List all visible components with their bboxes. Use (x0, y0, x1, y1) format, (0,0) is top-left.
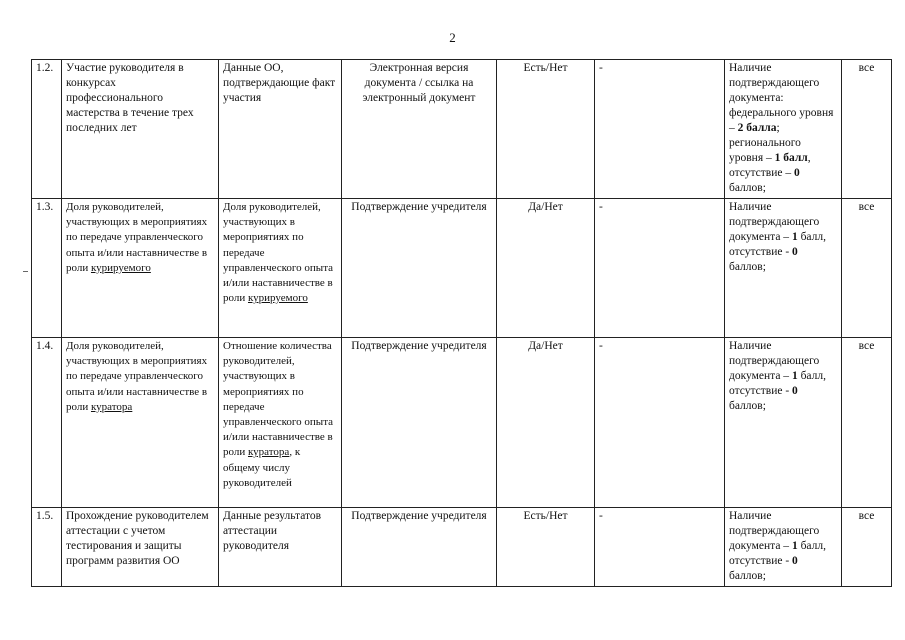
applies-cell: все (842, 508, 892, 587)
scoring-cell (725, 199, 842, 338)
scoring-text: , отсутствие – (729, 152, 811, 179)
source-cell (219, 338, 342, 508)
row-number: 1.2. (32, 60, 62, 199)
scoring-text: баллов; (729, 182, 766, 194)
dash-cell: - (595, 338, 725, 508)
form-cell: Электронная версия документа / ссылка на электронный документ (342, 60, 497, 199)
source-cell: Данные результатов аттестации руководителя (219, 508, 342, 587)
indicator-cell: Участие руководителя в конкурсах профессионального мастерства в течение трех последних лет (62, 60, 219, 199)
dash-cell: - (595, 199, 725, 338)
scoring-text: балл, отсутствие - (729, 370, 826, 397)
applies-cell: все (842, 338, 892, 508)
table-row (32, 199, 892, 338)
value-cell: Да/Нет (497, 199, 595, 338)
scoring-points: 1 (791, 370, 798, 382)
indicator-text: Доля руководителей, участвующих в мероприятиях по передаче управленческого опыта и/или наставничестве в роли (66, 201, 208, 274)
scoring-text: балл, отсутствие - (729, 540, 826, 567)
indicator-cell (62, 199, 219, 338)
scoring-text: Наличие подтверждающего документа: федерального уровня – (729, 62, 834, 134)
indicator-text: Доля руководителей, участвующих в мероприятиях по передаче управленческого опыта и/или наставничестве в роли (66, 340, 208, 413)
scoring-points: 0 (792, 555, 798, 567)
value-cell: Есть/Нет (497, 508, 595, 587)
table-row (32, 60, 892, 199)
source-role: куратора (247, 446, 290, 459)
scoring-cell (725, 60, 842, 199)
scoring-text: балл, отсутствие - (729, 231, 826, 258)
scoring-text: баллов; (729, 261, 766, 273)
dash-cell: - (595, 60, 725, 199)
form-cell: Подтверждение учредителя (342, 508, 497, 587)
scoring-text: баллов; (729, 570, 766, 582)
row-number: 1.5. (32, 508, 62, 587)
source-text: Отношение количества руководителей, участвующих в мероприятиях по передаче управленческого опыта и/или наставничестве в роли (223, 340, 334, 459)
applies-cell: все (842, 199, 892, 338)
scoring-points: 2 балла (737, 122, 777, 134)
source-text: , к общему числу руководителей (223, 446, 301, 489)
indicator-cell (62, 338, 219, 508)
scoring-points: 0 (792, 385, 798, 397)
criteria-table (31, 59, 892, 587)
scoring-text: Наличие подтверждающего документа – (729, 510, 820, 552)
indicator-cell: Прохождение руководителем аттестации с учетом тестирования и защиты программ развития ОО (62, 508, 219, 587)
scoring-text: Наличие подтверждающего документа – (729, 340, 820, 382)
row-number: 1.4. (32, 338, 62, 508)
indicator-role: куратора (90, 400, 133, 413)
source-role: курируемого (247, 292, 308, 305)
scoring-cell (725, 338, 842, 508)
scan-artifact (23, 271, 28, 272)
applies-cell: все (842, 60, 892, 199)
row-number: 1.3. (32, 199, 62, 338)
scoring-points: 1 балл (774, 152, 808, 164)
scoring-points: 0 (793, 167, 800, 179)
form-cell: Подтверждение учредителя (342, 338, 497, 508)
table-row (32, 338, 892, 508)
scoring-points: 1 (791, 231, 798, 243)
page-number: 2 (449, 30, 456, 45)
scoring-points: 0 (792, 246, 798, 258)
source-cell (219, 199, 342, 338)
source-text: Доля руководителей, участвующих в мероприятиях по передаче управленческого опыта и/или наставничестве в роли (223, 201, 334, 305)
table-row (32, 508, 892, 587)
value-cell: Есть/Нет (497, 60, 595, 199)
scoring-cell (725, 508, 842, 587)
scoring-text: баллов; (729, 400, 766, 412)
form-cell: Подтверждение учредителя (342, 199, 497, 338)
scoring-text: ; регионального уровня – (729, 122, 801, 164)
indicator-role: курируемого (90, 261, 151, 274)
dash-cell: - (595, 508, 725, 587)
source-cell: Данные ОО, подтверждающие факт участия (219, 60, 342, 199)
scoring-text: Наличие подтверждающего документа – (729, 201, 820, 243)
value-cell: Да/Нет (497, 338, 595, 508)
scoring-points: 1 (791, 540, 798, 552)
